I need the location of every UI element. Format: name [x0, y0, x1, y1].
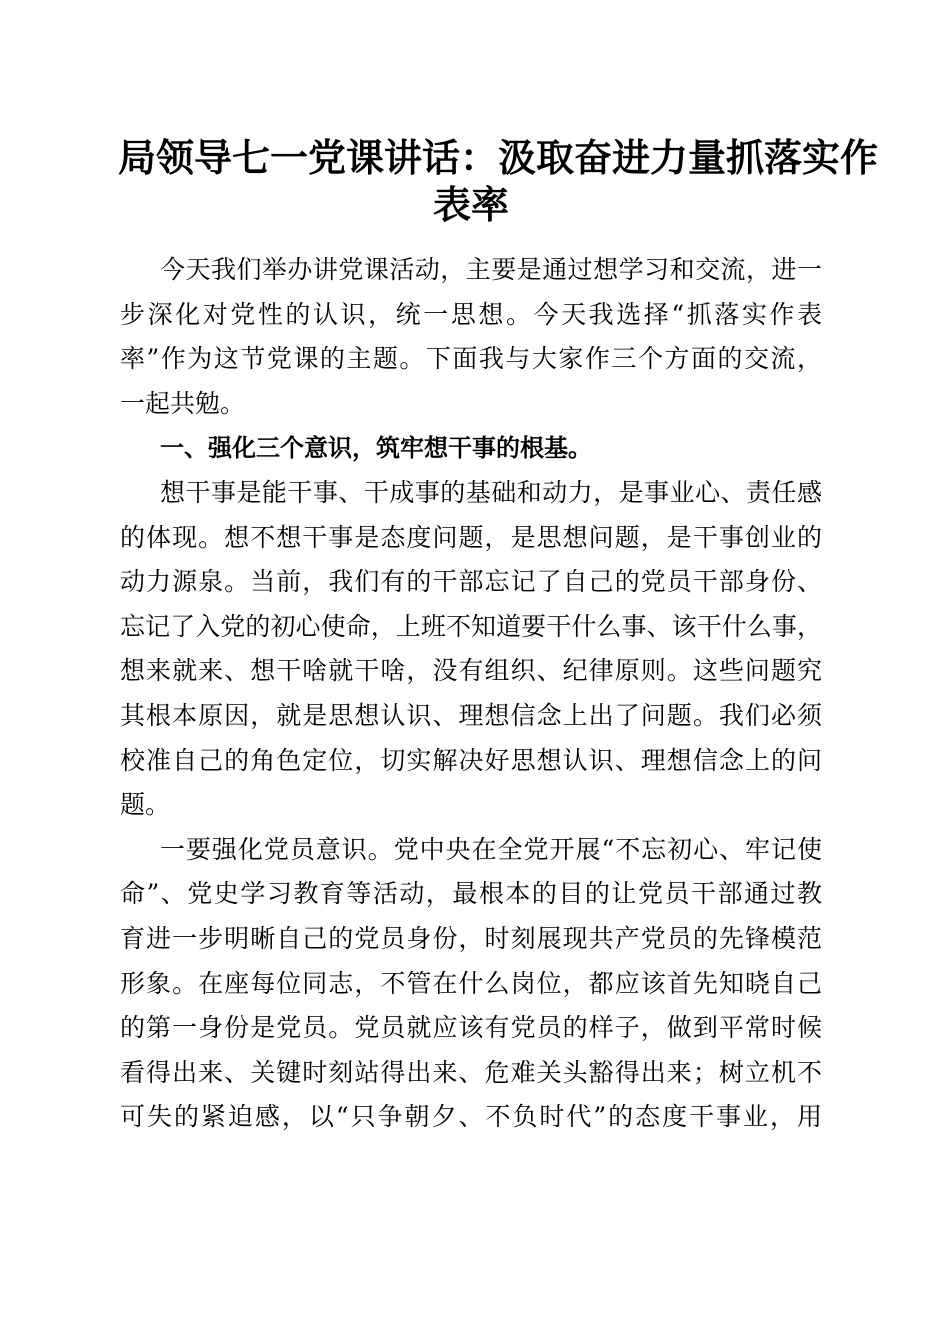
- text-line: 题。: [120, 790, 171, 820]
- text-line: 忘记了入党的初心使命，上班不知道要干什么事、该干什么事，: [120, 611, 822, 641]
- text-line: 形象。在座每位同志，不管在什么岗位，都应该首先知晓自己: [120, 968, 822, 998]
- text-line: 动力源泉。当前，我们有的干部忘记了自己的党员干部身份、: [120, 567, 822, 597]
- text-line: 一起共勉。: [120, 388, 246, 418]
- text-line: 的体现。想不想干事是态度问题，是思想问题，是干事创业的: [120, 522, 822, 552]
- text-line: 可失的紧迫感，以“只争朝夕、不负时代”的态度干事业，用: [120, 1102, 822, 1132]
- text-line: 一要强化党员意识。党中央在全党开展“不忘初心、牢记使: [160, 834, 822, 864]
- text-line: 命”、党史学习教育等活动，最根本的目的让党员干部通过教: [120, 879, 822, 909]
- document-body: [120, 248, 822, 1140]
- text-line: 育进一步明晰自己的党员身份，时刻展现共产党员的先锋模范: [120, 923, 822, 953]
- paragraph-intro: [120, 248, 822, 426]
- section-heading: 一、强化三个意识，筑牢想干事的根基。: [160, 434, 592, 463]
- text-line: 想干事是能干事、干成事的基础和动力，是事业心、责任感: [160, 477, 822, 507]
- title-line: 表率: [432, 182, 509, 227]
- text-line: 步深化对党性的认识，统一思想。今天我选择“抓落实作表: [120, 299, 822, 329]
- text-line: 今天我们举办讲党课活动，主要是通过想学习和交流，进一: [160, 255, 822, 284]
- paragraph: [120, 471, 822, 828]
- paragraph: [120, 828, 822, 1140]
- text-line: 率”作为这节党课的主题。下面我与大家作三个方面的交流，: [120, 344, 822, 374]
- document-title: [118, 134, 879, 228]
- text-line: 看得出来、关键时刻站得出来、危难关头豁得出来；树立机不: [120, 1057, 822, 1087]
- text-line: 的第一身份是党员。党员就应该有党员的样子，做到平常时候: [120, 1013, 822, 1043]
- text-line: 校准自己的角色定位，切实解决好思想认识、理想信念上的问: [120, 745, 822, 775]
- text-line: 其根本原因，就是思想认识、理想信念上出了问题。我们必须: [120, 700, 822, 730]
- text-line: 想来就来、想干啥就干啥，没有组织、纪律原则。这些问题究: [120, 656, 822, 686]
- title-line: 局领导七一党课讲话：汲取奋进力量抓落实作: [118, 135, 879, 180]
